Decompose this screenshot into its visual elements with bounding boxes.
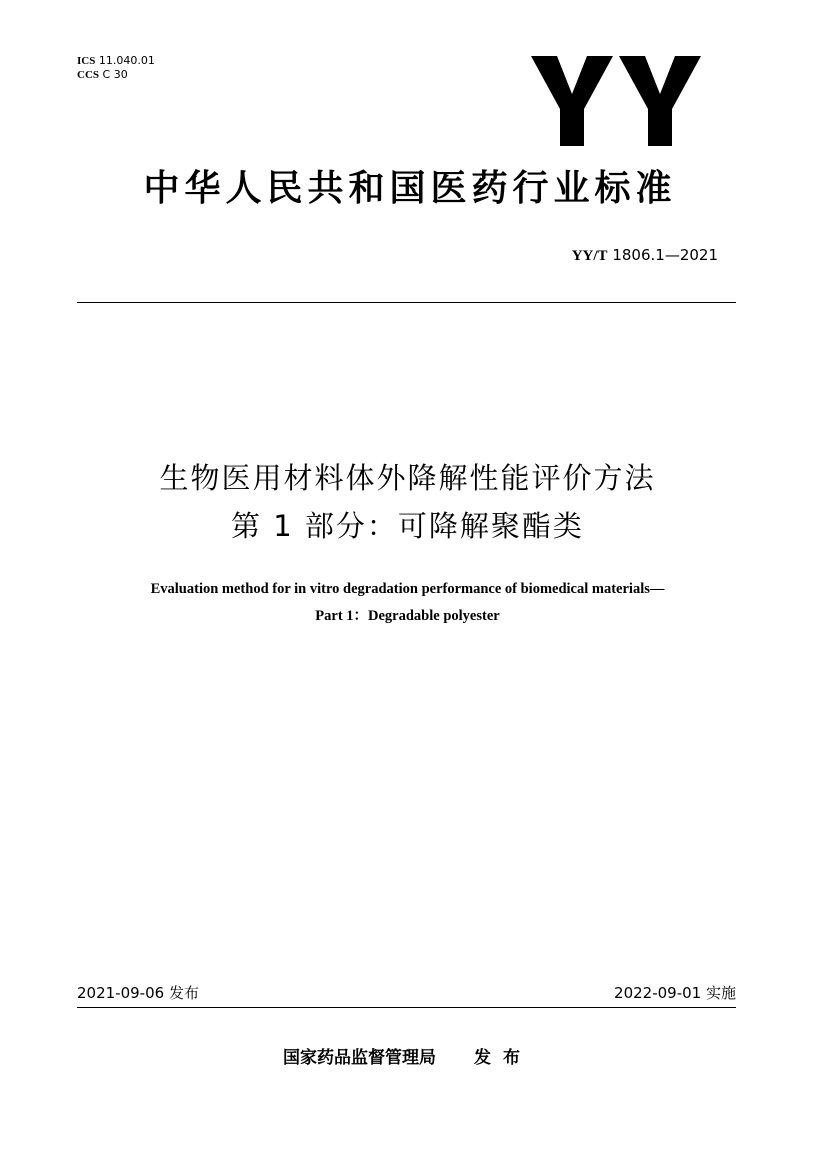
bottom-divider (77, 1007, 736, 1008)
yy-logo-mark (531, 56, 701, 146)
ics-code: 11.040.01 (98, 54, 155, 67)
standard-number-prefix: YY/T (571, 248, 608, 264)
chinese-title-line-2: 第 1 部分：可降解聚酯类 (231, 509, 584, 543)
yy-logo (531, 56, 701, 146)
ics-row (77, 54, 155, 68)
standard-number (400, 245, 718, 266)
english-title-line-1: Evaluation method for in vitro degradation performance of biomedical materials— (150, 581, 665, 597)
publisher (0, 1046, 815, 1070)
ccs-label: CCS (77, 69, 100, 81)
issuer-title: 中华人民共和国医药行业标准 (143, 168, 677, 209)
top-divider (77, 302, 736, 303)
english-title-line-2: Part 1：Degradable polyester (315, 608, 500, 624)
ccs-code: C 30 (102, 68, 128, 81)
implementation-date: 2022-09-01 实施 (614, 984, 736, 1002)
ccs-row (77, 68, 155, 82)
classification-codes (77, 54, 155, 82)
ics-label: ICS (77, 55, 96, 67)
chinese-title-line-1: 生物医用材料体外降解性能评价方法 (159, 461, 656, 495)
publisher-name: 国家药品监督管理局 (283, 1048, 436, 1068)
publisher-action: 发布 (474, 1048, 532, 1068)
release-date: 2021-09-06 发布 (77, 984, 199, 1002)
standard-number-value: 1806.1—2021 (612, 246, 718, 264)
